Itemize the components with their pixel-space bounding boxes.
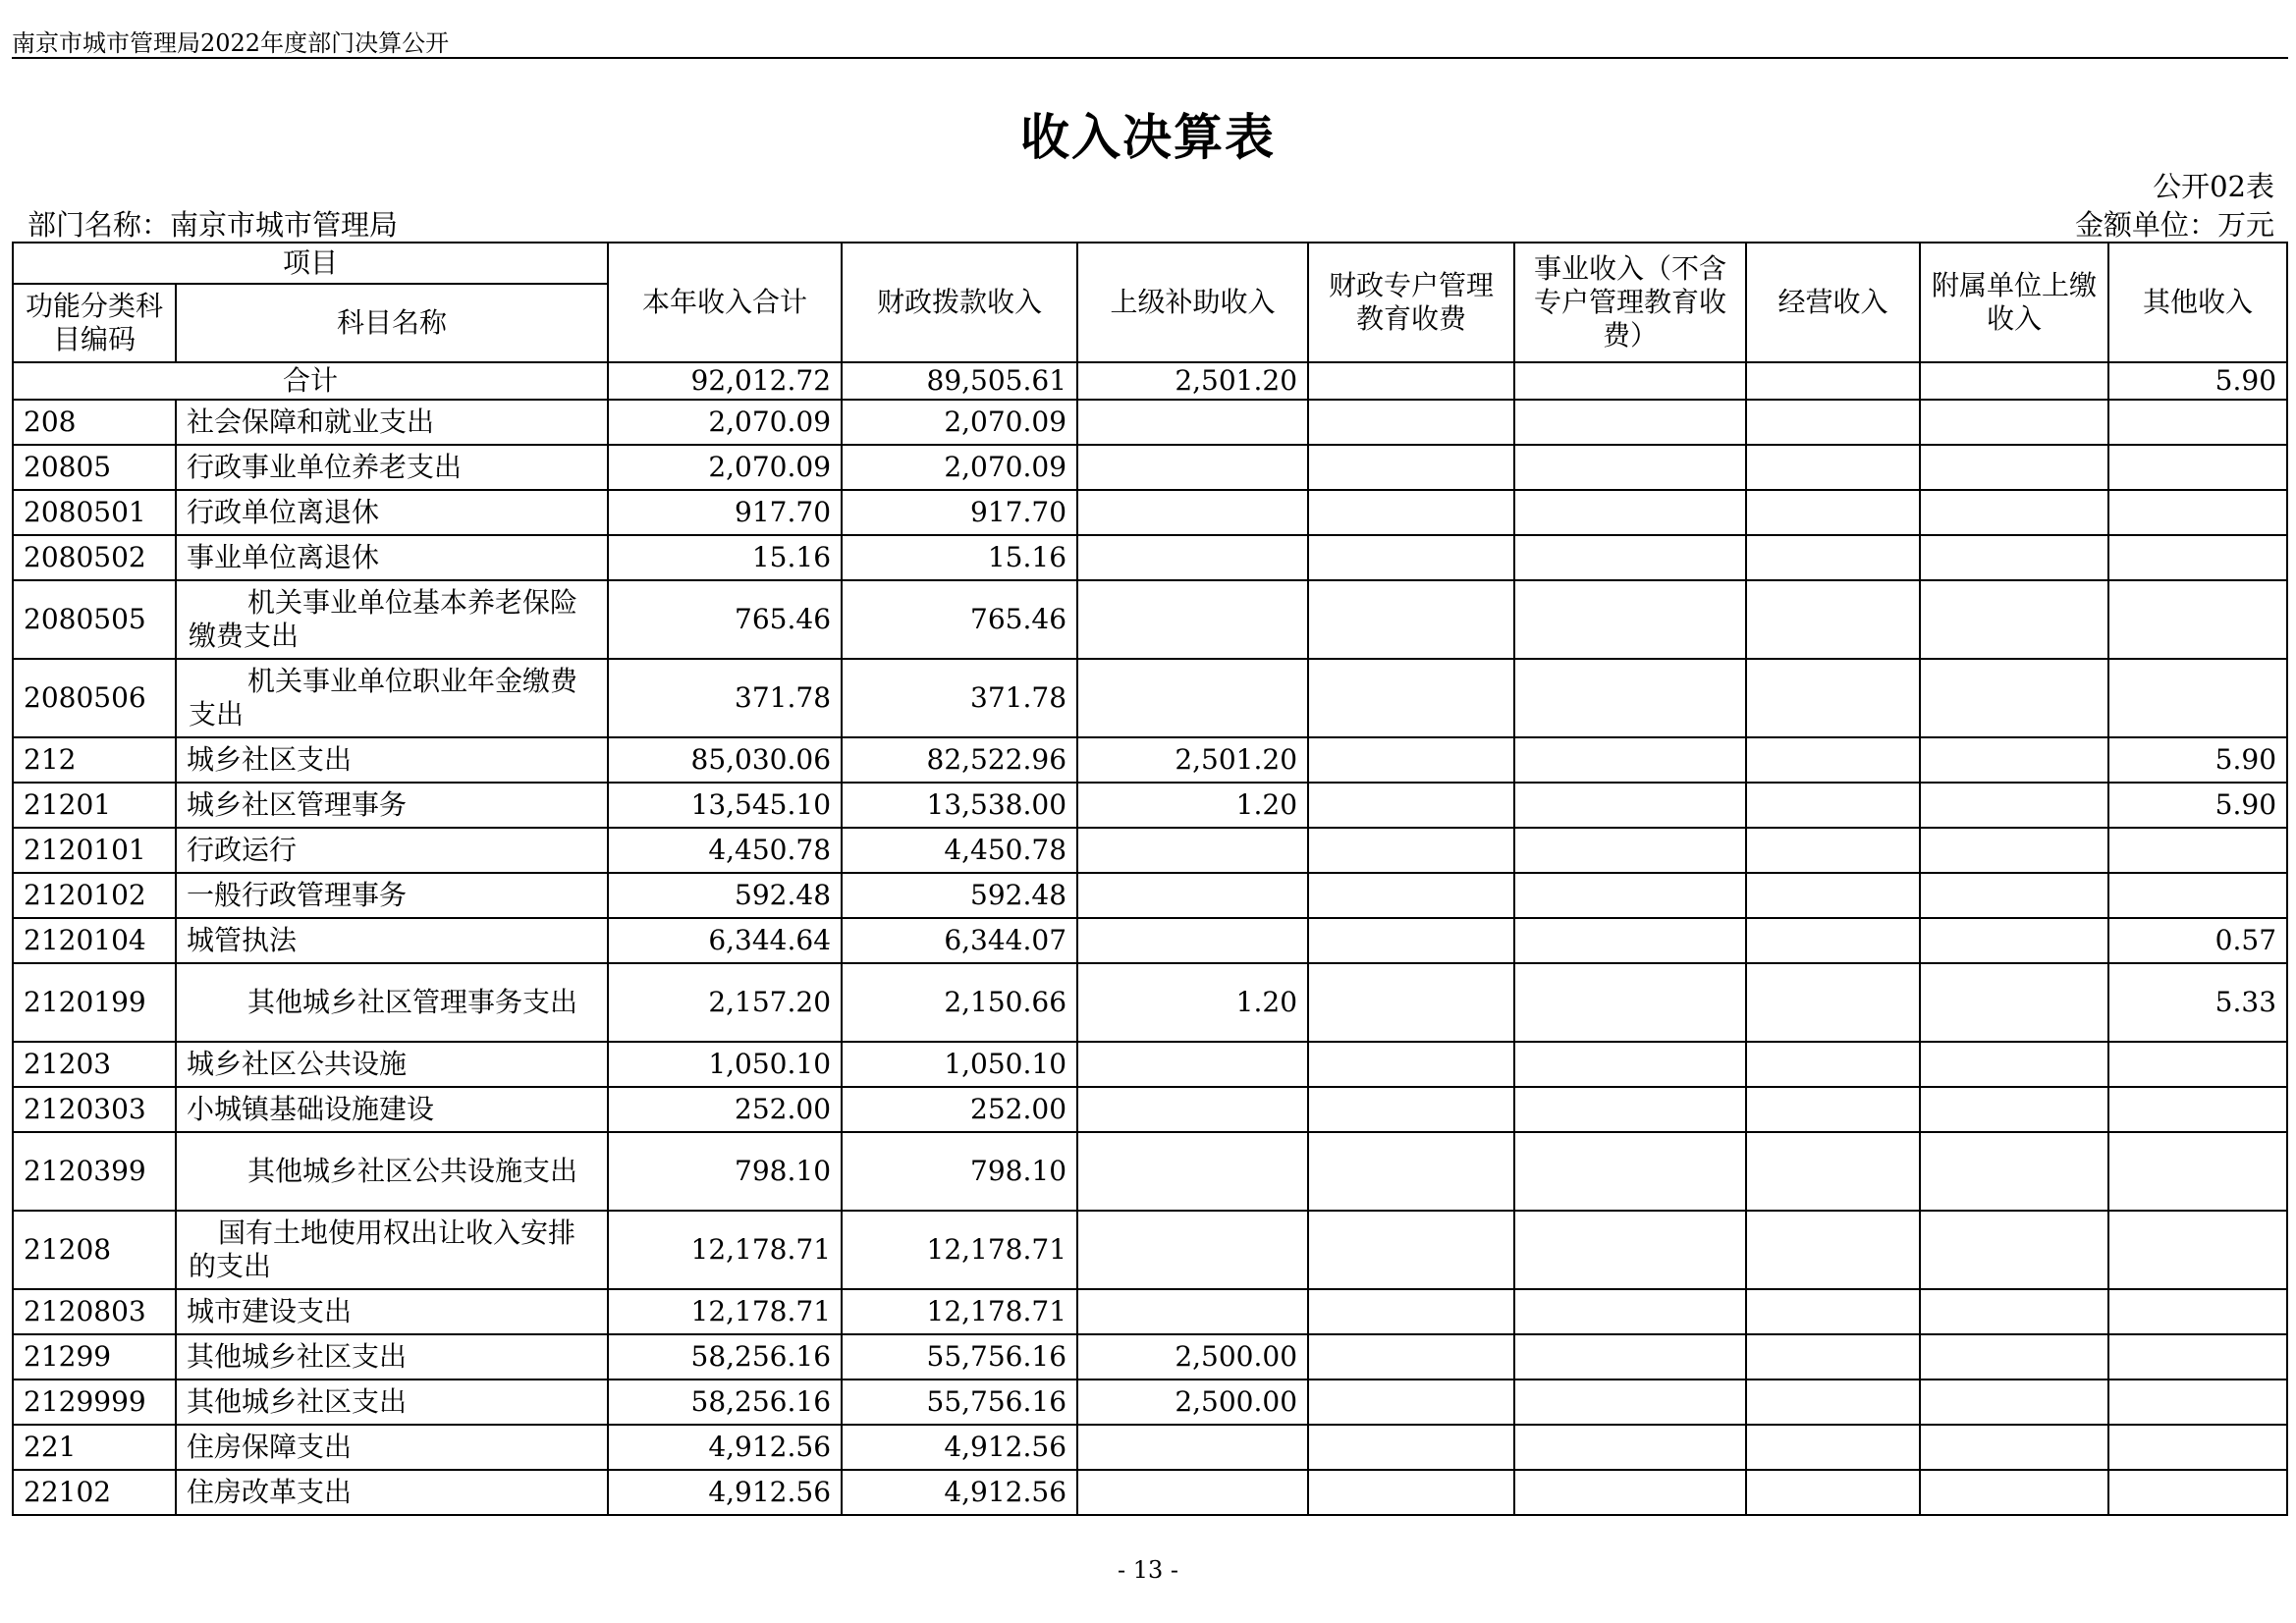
row-operating	[1746, 1425, 1920, 1470]
row-other	[2108, 535, 2287, 580]
row-business	[1514, 400, 1746, 445]
amount-unit-label: 金额单位：	[2074, 208, 2217, 242]
row-business	[1514, 1087, 1746, 1132]
row-business	[1514, 535, 1746, 580]
table-row	[13, 1042, 2287, 1087]
row-subject-name: 机关事业单位基本养老保险缴费支出	[176, 580, 608, 659]
row-total: 592.48	[608, 873, 842, 918]
table-row	[13, 828, 2287, 873]
row-fiscal: 2,070.09	[842, 400, 1077, 445]
row-superior	[1077, 873, 1308, 918]
row-other	[2108, 1289, 2287, 1334]
row-fiscal: 82,522.96	[842, 737, 1077, 783]
table-row	[13, 1425, 2287, 1470]
row-code: 2080502	[13, 535, 176, 580]
table-row	[13, 1380, 2287, 1425]
row-edu-fee	[1308, 535, 1514, 580]
row-total: 917.70	[608, 490, 842, 535]
row-affiliated	[1920, 918, 2108, 963]
row-business	[1514, 1289, 1746, 1334]
row-code: 2120803	[13, 1289, 176, 1334]
row-business	[1514, 737, 1746, 783]
row-total: 4,450.78	[608, 828, 842, 873]
row-superior	[1077, 918, 1308, 963]
header-fiscal-appropriation: 财政拨款收入	[842, 243, 1077, 362]
row-other	[2108, 1132, 2287, 1211]
row-business	[1514, 963, 1746, 1042]
row-subject-name: 城乡社区支出	[176, 737, 608, 783]
row-code: 2080505	[13, 580, 176, 659]
row-subject-name: 城乡社区公共设施	[176, 1042, 608, 1087]
table-row	[13, 1211, 2287, 1289]
row-edu-fee	[1308, 1132, 1514, 1211]
row-affiliated	[1920, 963, 2108, 1042]
row-fiscal: 12,178.71	[842, 1289, 1077, 1334]
row-fiscal: 917.70	[842, 490, 1077, 535]
row-business	[1514, 1334, 1746, 1380]
total-edu-fee	[1308, 362, 1514, 400]
row-code: 212	[13, 737, 176, 783]
row-code: 2120101	[13, 828, 176, 873]
row-business	[1514, 659, 1746, 737]
row-other	[2108, 1087, 2287, 1132]
row-total: 2,070.09	[608, 445, 842, 490]
total-affiliated	[1920, 362, 2108, 400]
row-code: 21208	[13, 1211, 176, 1289]
row-affiliated	[1920, 400, 2108, 445]
row-superior	[1077, 445, 1308, 490]
row-fiscal: 2,150.66	[842, 963, 1077, 1042]
table-row	[13, 1334, 2287, 1380]
row-affiliated	[1920, 1289, 2108, 1334]
row-superior: 1.20	[1077, 783, 1308, 828]
row-superior: 1.20	[1077, 963, 1308, 1042]
row-fiscal: 798.10	[842, 1132, 1077, 1211]
row-operating	[1746, 1334, 1920, 1380]
row-fiscal: 252.00	[842, 1087, 1077, 1132]
income-settlement-table	[12, 242, 2288, 1516]
page-title: 收入决算表	[1020, 108, 1276, 166]
row-other	[2108, 400, 2287, 445]
row-edu-fee	[1308, 873, 1514, 918]
row-subject-name: 其他城乡社区公共设施支出	[176, 1132, 608, 1211]
row-code: 2080501	[13, 490, 176, 535]
row-business	[1514, 1132, 1746, 1211]
row-affiliated	[1920, 1380, 2108, 1425]
row-subject-name: 其他城乡社区管理事务支出	[176, 963, 608, 1042]
row-business	[1514, 783, 1746, 828]
row-fiscal: 765.46	[842, 580, 1077, 659]
row-subject-name: 行政事业单位养老支出	[176, 445, 608, 490]
row-other	[2108, 1334, 2287, 1380]
table-row	[13, 873, 2287, 918]
row-edu-fee	[1308, 963, 1514, 1042]
row-superior: 2,500.00	[1077, 1334, 1308, 1380]
row-edu-fee	[1308, 1334, 1514, 1380]
row-fiscal: 15.16	[842, 535, 1077, 580]
row-superior	[1077, 1087, 1308, 1132]
row-operating	[1746, 445, 1920, 490]
row-operating	[1746, 1380, 1920, 1425]
header-other-income: 其他收入	[2108, 243, 2287, 362]
row-fiscal: 371.78	[842, 659, 1077, 737]
row-superior	[1077, 1289, 1308, 1334]
row-other: 5.90	[2108, 783, 2287, 828]
total-operating	[1746, 362, 1920, 400]
row-operating	[1746, 828, 1920, 873]
row-affiliated	[1920, 1042, 2108, 1087]
table-row	[13, 737, 2287, 783]
header-code: 功能分类科目编码	[13, 284, 176, 362]
total-fiscal: 89,505.61	[842, 362, 1077, 400]
row-edu-fee	[1308, 580, 1514, 659]
row-superior	[1077, 490, 1308, 535]
amount-unit-value: 万元	[2216, 208, 2274, 242]
row-other: 5.90	[2108, 737, 2287, 783]
row-superior	[1077, 1211, 1308, 1289]
row-total: 12,178.71	[608, 1211, 842, 1289]
row-fiscal: 4,912.56	[842, 1470, 1077, 1515]
total-other: 5.90	[2108, 362, 2287, 400]
row-superior: 2,501.20	[1077, 737, 1308, 783]
table-row	[13, 918, 2287, 963]
table-row	[13, 445, 2287, 490]
row-total: 4,912.56	[608, 1425, 842, 1470]
row-other: 0.57	[2108, 918, 2287, 963]
row-operating	[1746, 1211, 1920, 1289]
header-business-income: 事业收入（不含专户管理教育收费）	[1514, 243, 1746, 362]
row-other	[2108, 828, 2287, 873]
row-affiliated	[1920, 659, 2108, 737]
row-edu-fee	[1308, 828, 1514, 873]
row-total: 6,344.64	[608, 918, 842, 963]
row-affiliated	[1920, 1087, 2108, 1132]
total-superior: 2,501.20	[1077, 362, 1308, 400]
row-superior	[1077, 580, 1308, 659]
row-affiliated	[1920, 828, 2108, 873]
row-affiliated	[1920, 1132, 2108, 1211]
row-superior	[1077, 1042, 1308, 1087]
row-total: 13,545.10	[608, 783, 842, 828]
row-subject-name: 行政运行	[176, 828, 608, 873]
row-fiscal: 6,344.07	[842, 918, 1077, 963]
row-subject-name: 国有土地使用权出让收入安排的支出	[176, 1211, 608, 1289]
row-other	[2108, 1380, 2287, 1425]
row-fiscal: 2,070.09	[842, 445, 1077, 490]
row-business	[1514, 1380, 1746, 1425]
row-total: 15.16	[608, 535, 842, 580]
row-affiliated	[1920, 1334, 2108, 1380]
row-edu-fee	[1308, 1042, 1514, 1087]
row-subject-name: 其他城乡社区支出	[176, 1334, 608, 1380]
row-operating	[1746, 1289, 1920, 1334]
row-fiscal: 592.48	[842, 873, 1077, 918]
amount-unit-line	[2075, 203, 2274, 243]
row-operating	[1746, 580, 1920, 659]
total-business	[1514, 362, 1746, 400]
row-total: 765.46	[608, 580, 842, 659]
department-name: 南京市城市管理局	[170, 208, 399, 242]
row-affiliated	[1920, 580, 2108, 659]
row-subject-name: 住房改革支出	[176, 1470, 608, 1515]
table-row	[13, 1132, 2287, 1211]
row-affiliated	[1920, 1425, 2108, 1470]
row-code: 2120199	[13, 963, 176, 1042]
row-other	[2108, 1470, 2287, 1515]
row-other	[2108, 1211, 2287, 1289]
total-row	[13, 362, 2287, 400]
row-edu-fee	[1308, 1425, 1514, 1470]
row-edu-fee	[1308, 400, 1514, 445]
header-affiliated-income: 附属单位上缴收入	[1920, 243, 2108, 362]
table-row	[13, 580, 2287, 659]
row-fiscal: 4,450.78	[842, 828, 1077, 873]
row-fiscal: 55,756.16	[842, 1380, 1077, 1425]
total-label: 合计	[13, 362, 608, 400]
row-fiscal: 1,050.10	[842, 1042, 1077, 1087]
row-business	[1514, 1425, 1746, 1470]
row-code: 2120303	[13, 1087, 176, 1132]
table-row	[13, 490, 2287, 535]
row-operating	[1746, 918, 1920, 963]
header-subject-name: 科目名称	[176, 284, 608, 362]
row-subject-name: 社会保障和就业支出	[176, 400, 608, 445]
header-divider	[12, 57, 2288, 59]
row-superior	[1077, 1470, 1308, 1515]
row-edu-fee	[1308, 1470, 1514, 1515]
row-total: 2,157.20	[608, 963, 842, 1042]
row-business	[1514, 490, 1746, 535]
row-affiliated	[1920, 737, 2108, 783]
header-total-income: 本年收入合计	[608, 243, 842, 362]
row-total: 371.78	[608, 659, 842, 737]
row-edu-fee	[1308, 918, 1514, 963]
row-code: 2120102	[13, 873, 176, 918]
row-subject-name: 其他城乡社区支出	[176, 1380, 608, 1425]
row-business	[1514, 1211, 1746, 1289]
row-subject-name: 住房保障支出	[176, 1425, 608, 1470]
row-edu-fee	[1308, 737, 1514, 783]
header-operating-income: 经营收入	[1746, 243, 1920, 362]
row-operating	[1746, 535, 1920, 580]
row-edu-fee	[1308, 490, 1514, 535]
row-total: 2,070.09	[608, 400, 842, 445]
row-operating	[1746, 737, 1920, 783]
row-affiliated	[1920, 873, 2108, 918]
form-number: 公开02表	[2153, 170, 2274, 203]
row-business	[1514, 1470, 1746, 1515]
row-edu-fee	[1308, 1211, 1514, 1289]
row-other	[2108, 659, 2287, 737]
row-fiscal: 4,912.56	[842, 1425, 1077, 1470]
row-operating	[1746, 783, 1920, 828]
row-other	[2108, 490, 2287, 535]
row-superior	[1077, 828, 1308, 873]
row-affiliated	[1920, 783, 2108, 828]
row-business	[1514, 828, 1746, 873]
row-superior	[1077, 659, 1308, 737]
row-other	[2108, 445, 2287, 490]
row-subject-name: 城管执法	[176, 918, 608, 963]
table-row	[13, 963, 2287, 1042]
table-row	[13, 535, 2287, 580]
row-business	[1514, 1042, 1746, 1087]
header-education-fee: 财政专户管理教育收费	[1308, 243, 1514, 362]
row-code: 2080506	[13, 659, 176, 737]
row-code: 20805	[13, 445, 176, 490]
row-edu-fee	[1308, 1380, 1514, 1425]
table-row	[13, 1470, 2287, 1515]
row-other: 5.33	[2108, 963, 2287, 1042]
row-total: 798.10	[608, 1132, 842, 1211]
row-operating	[1746, 873, 1920, 918]
table-row	[13, 659, 2287, 737]
row-code: 22102	[13, 1470, 176, 1515]
header-item: 项目	[13, 243, 608, 284]
row-superior	[1077, 400, 1308, 445]
row-business	[1514, 445, 1746, 490]
row-affiliated	[1920, 490, 2108, 535]
row-subject-name: 行政单位离退休	[176, 490, 608, 535]
row-total: 58,256.16	[608, 1334, 842, 1380]
table-row	[13, 1289, 2287, 1334]
row-operating	[1746, 659, 1920, 737]
row-total: 1,050.10	[608, 1042, 842, 1087]
row-subject-name: 事业单位离退休	[176, 535, 608, 580]
row-operating	[1746, 1042, 1920, 1087]
row-subject-name: 一般行政管理事务	[176, 873, 608, 918]
document-header-title: 南京市城市管理局2022年度部门决算公开	[12, 29, 450, 57]
row-edu-fee	[1308, 783, 1514, 828]
row-fiscal: 13,538.00	[842, 783, 1077, 828]
row-superior: 2,500.00	[1077, 1380, 1308, 1425]
header-superior-subsidy: 上级补助收入	[1077, 243, 1308, 362]
total-total: 92,012.72	[608, 362, 842, 400]
row-subject-name: 机关事业单位职业年金缴费支出	[176, 659, 608, 737]
row-operating	[1746, 963, 1920, 1042]
row-subject-name: 城市建设支出	[176, 1289, 608, 1334]
row-code: 21203	[13, 1042, 176, 1087]
table-row	[13, 783, 2287, 828]
row-code: 2120104	[13, 918, 176, 963]
row-superior	[1077, 1132, 1308, 1211]
row-code: 21299	[13, 1334, 176, 1380]
row-other	[2108, 1042, 2287, 1087]
row-fiscal: 12,178.71	[842, 1211, 1077, 1289]
row-total: 4,912.56	[608, 1470, 842, 1515]
row-edu-fee	[1308, 445, 1514, 490]
table-header-row-1	[13, 243, 2287, 284]
row-code: 2120399	[13, 1132, 176, 1211]
row-total: 85,030.06	[608, 737, 842, 783]
row-affiliated	[1920, 445, 2108, 490]
row-superior	[1077, 535, 1308, 580]
row-business	[1514, 580, 1746, 659]
row-edu-fee	[1308, 1289, 1514, 1334]
page-number: - 13 -	[1117, 1556, 1178, 1584]
table-row	[13, 1087, 2287, 1132]
department-label: 部门名称：	[27, 208, 171, 242]
row-code: 208	[13, 400, 176, 445]
row-operating	[1746, 1087, 1920, 1132]
row-operating	[1746, 1132, 1920, 1211]
row-business	[1514, 918, 1746, 963]
row-affiliated	[1920, 1211, 2108, 1289]
row-edu-fee	[1308, 1087, 1514, 1132]
row-total: 12,178.71	[608, 1289, 842, 1334]
row-superior	[1077, 1425, 1308, 1470]
table-row	[13, 400, 2287, 445]
row-code: 221	[13, 1425, 176, 1470]
row-subject-name: 城乡社区管理事务	[176, 783, 608, 828]
row-affiliated	[1920, 1470, 2108, 1515]
row-other	[2108, 1425, 2287, 1470]
row-operating	[1746, 1470, 1920, 1515]
row-total: 58,256.16	[608, 1380, 842, 1425]
row-total: 252.00	[608, 1087, 842, 1132]
row-affiliated	[1920, 535, 2108, 580]
row-subject-name: 小城镇基础设施建设	[176, 1087, 608, 1132]
row-fiscal: 55,756.16	[842, 1334, 1077, 1380]
row-code: 2129999	[13, 1380, 176, 1425]
row-code: 21201	[13, 783, 176, 828]
row-operating	[1746, 400, 1920, 445]
department-line	[27, 203, 398, 243]
row-business	[1514, 873, 1746, 918]
row-other	[2108, 580, 2287, 659]
row-operating	[1746, 490, 1920, 535]
row-other	[2108, 873, 2287, 918]
row-edu-fee	[1308, 659, 1514, 737]
